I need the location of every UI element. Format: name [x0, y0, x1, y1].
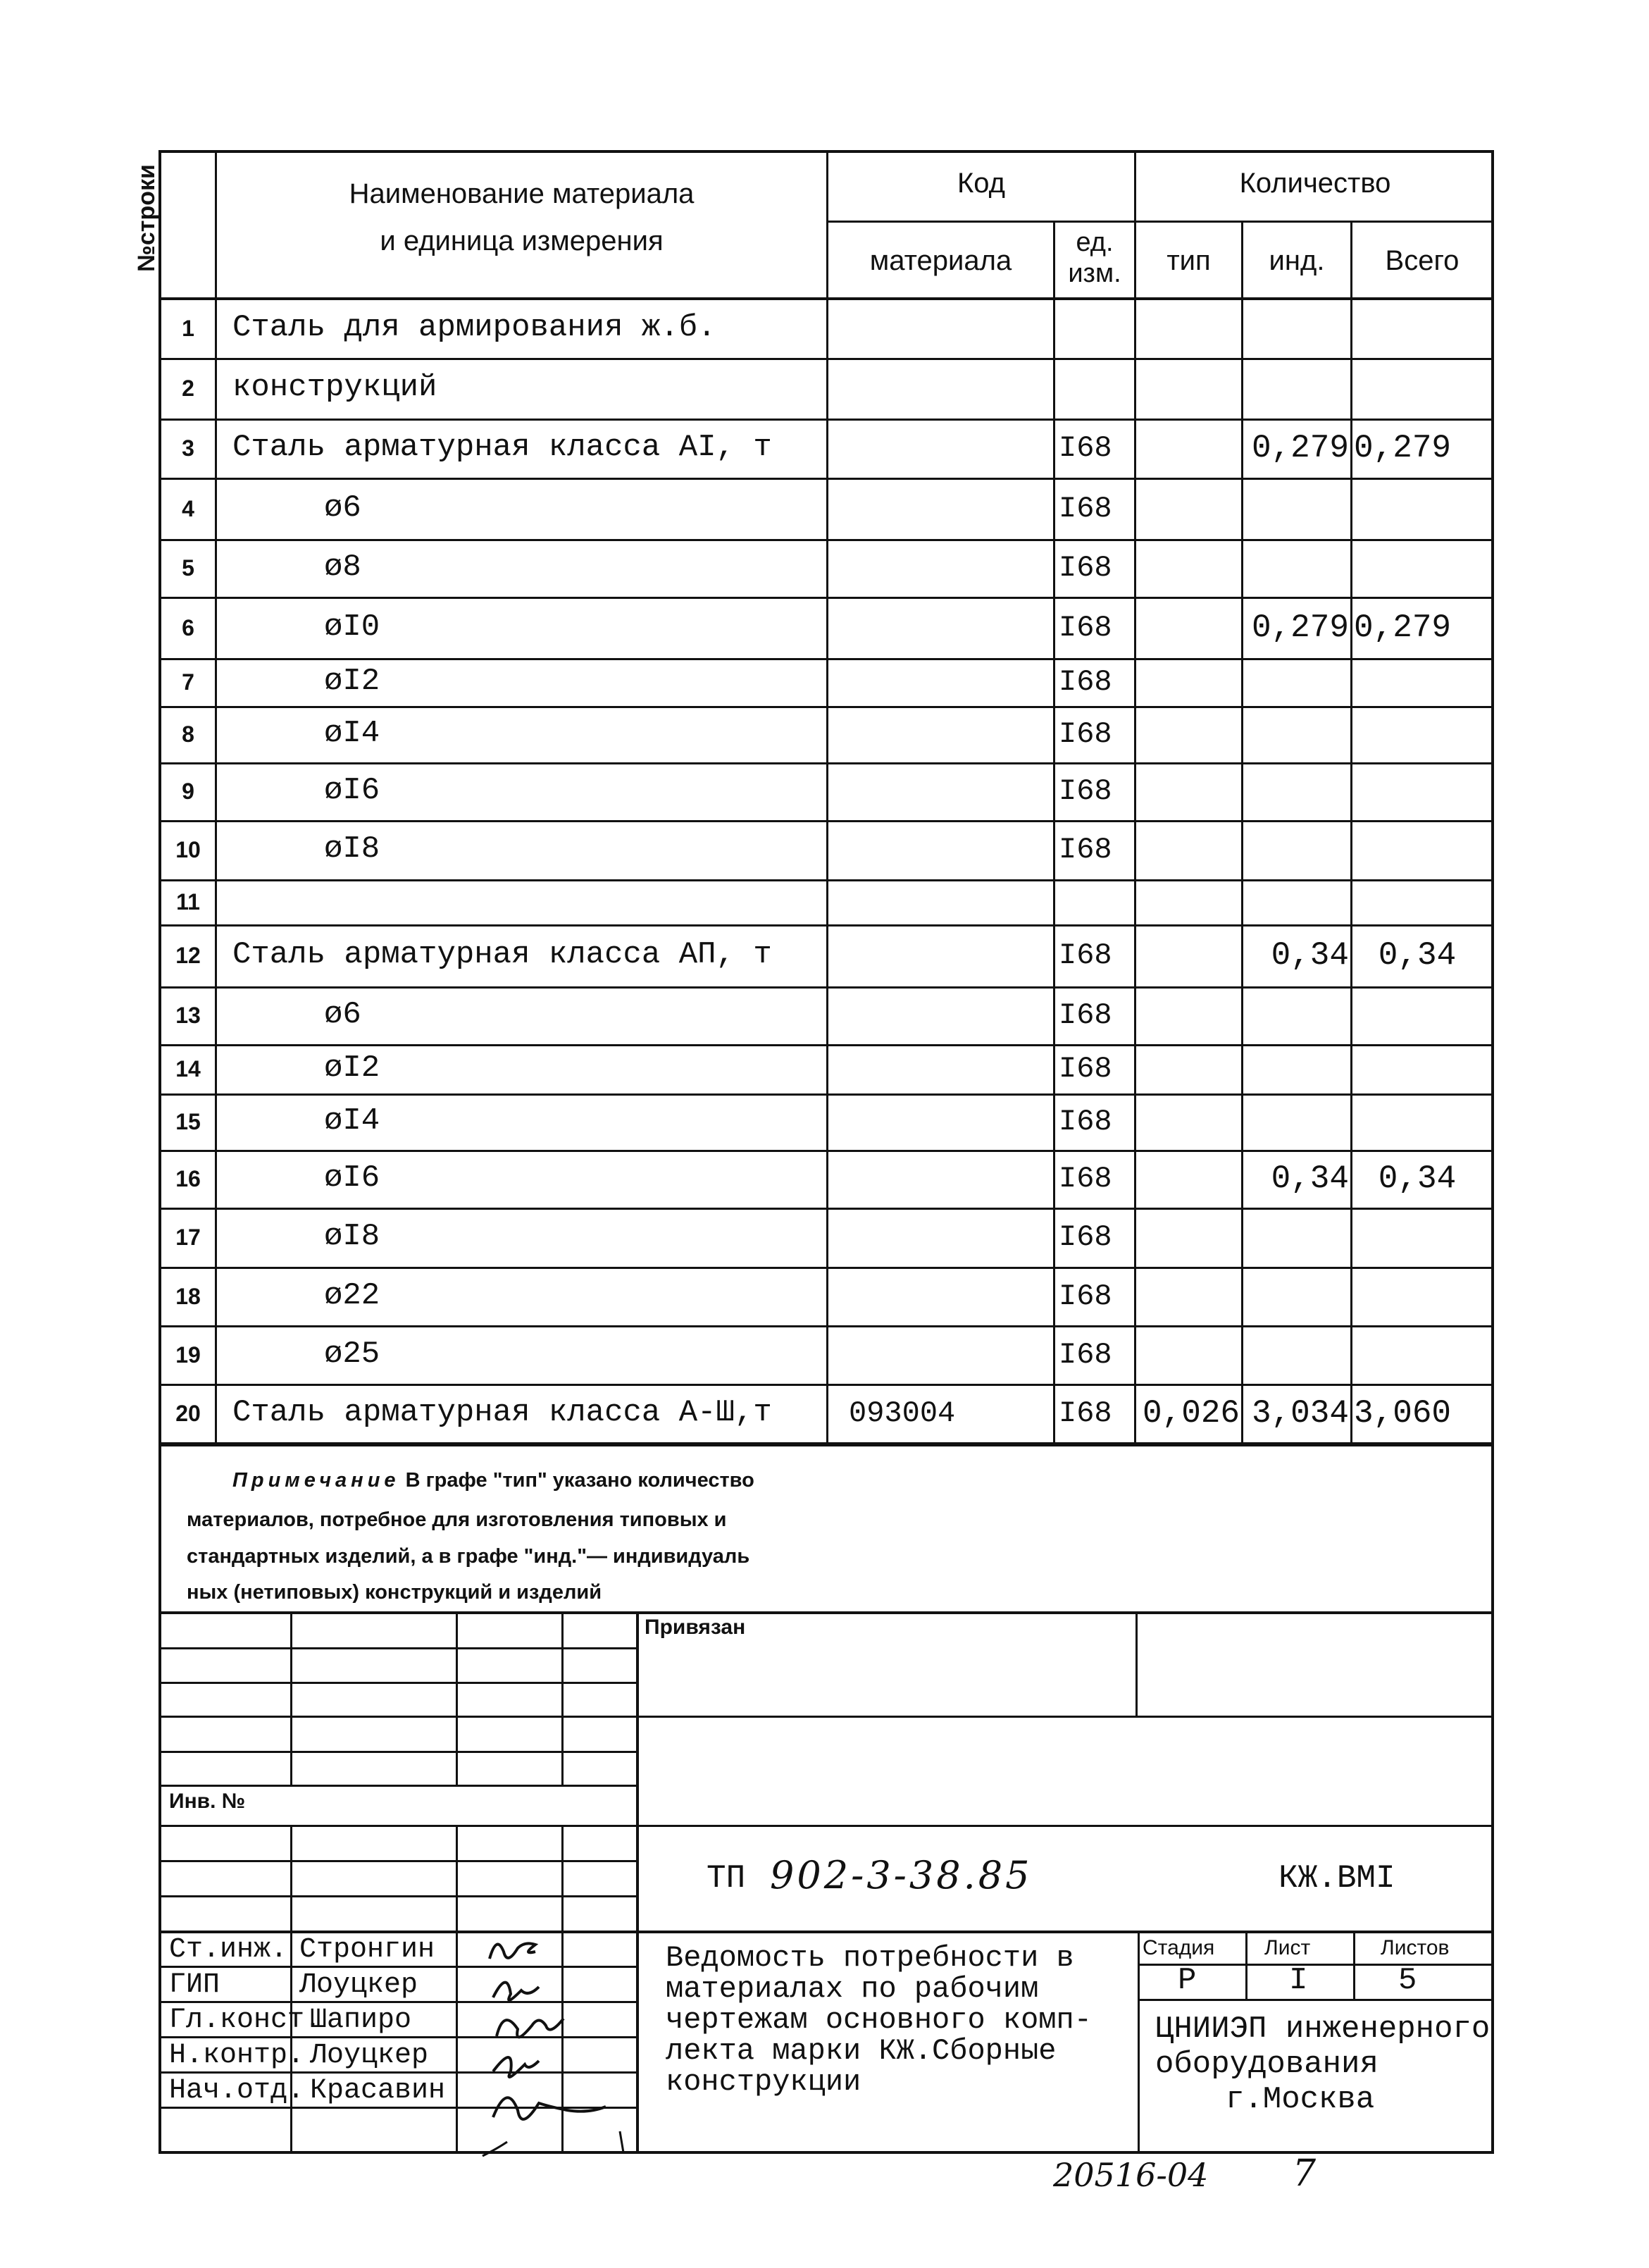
name-header-line1: Наименование материала — [349, 178, 695, 209]
signer-name: Лоуцкер — [299, 1969, 418, 2001]
material-name: øI6 — [324, 1160, 380, 1196]
qty-total: 0,279 — [1354, 609, 1452, 646]
row-number: 3 — [182, 435, 194, 461]
row-divider — [158, 1384, 1494, 1386]
org-line1: ЦНИИЭП инженерного — [1155, 2012, 1491, 2047]
document-title-line: лекта марки КЖ.Сборные — [666, 2034, 1057, 2068]
document-title-line: конструкции — [666, 2065, 861, 2099]
page-number: 7 — [1293, 2152, 1317, 2195]
row-divider — [158, 1442, 1494, 1444]
note-line2: материалов, потребное для изготовления типовых и — [187, 1508, 727, 1531]
material-name: ø22 — [324, 1277, 380, 1313]
qty-total: 0,34 — [1378, 1160, 1457, 1197]
unit-code: I68 — [1059, 998, 1112, 1032]
material-name: øI8 — [324, 1219, 380, 1254]
row-number: 6 — [182, 614, 194, 640]
stage-value: Р — [1178, 1963, 1197, 1998]
unit-code: I68 — [1059, 431, 1112, 465]
material-name: ø6 — [324, 997, 361, 1032]
signer-name: Красавин — [310, 2075, 446, 2107]
row-divider — [158, 1208, 1494, 1210]
material-name: øI2 — [324, 664, 380, 699]
code-unit-header: ед. изм. — [1068, 228, 1121, 288]
row-divider — [158, 1325, 1494, 1327]
privyazan-label: Привязан — [645, 1616, 746, 1639]
row-number: 15 — [175, 1109, 201, 1134]
qty-total-header: Всего — [1385, 245, 1460, 276]
row-number: 1 — [182, 316, 194, 341]
sheet-value: I — [1289, 1963, 1308, 1998]
material-name: øI4 — [324, 716, 380, 751]
signer-role: Ст.инж. — [169, 1934, 288, 1966]
row-number: 14 — [175, 1056, 201, 1082]
material-name: ø25 — [324, 1336, 380, 1372]
handwritten-signatures — [451, 1931, 634, 2163]
doc-prefix: ТП — [707, 1860, 746, 1897]
archive-number: 20516-04 — [1053, 2156, 1209, 2194]
signer-name: Стронгин — [299, 1934, 435, 1966]
row-number: 18 — [175, 1283, 201, 1309]
note-label: Примечание — [232, 1469, 400, 1492]
qty-ind: 3,034 — [1251, 1394, 1349, 1432]
row-divider — [158, 1150, 1494, 1152]
row-number: 10 — [175, 837, 201, 862]
qty-type: 0,026 — [1143, 1394, 1240, 1432]
material-name: øI2 — [324, 1051, 380, 1086]
row-number: 12 — [175, 943, 201, 968]
material-name: Сталь арматурная класса AI, т — [232, 430, 772, 465]
unit-code: I68 — [1059, 1105, 1112, 1139]
sheets-label: Листов — [1381, 1936, 1450, 1959]
material-name: Сталь для армирования ж.б. — [232, 310, 716, 345]
qty-ind: 0,279 — [1251, 609, 1349, 646]
org-line3: г.Москва — [1226, 2082, 1375, 2117]
unit-code: I68 — [1059, 1279, 1112, 1313]
unit-code: I68 — [1059, 1162, 1112, 1196]
note-line1: В графе "тип" указано количество — [399, 1469, 754, 1492]
unit-code: I68 — [1059, 665, 1112, 699]
signer-name: Шапиро — [310, 2004, 412, 2036]
unit-code: I68 — [1059, 774, 1112, 808]
row-number-header: №строки — [133, 164, 160, 272]
unit-code: I68 — [1059, 1396, 1112, 1430]
material-name: øI4 — [324, 1103, 380, 1139]
signer-role: ГИП — [169, 1969, 220, 2001]
qty-total: 3,060 — [1354, 1394, 1452, 1432]
qty-total: 0,279 — [1354, 430, 1452, 466]
sheets-value: 5 — [1398, 1963, 1417, 1998]
row-number: 9 — [182, 779, 194, 804]
document-title-line: чертежам основного комп- — [666, 2003, 1092, 2037]
row-divider — [158, 419, 1494, 421]
unit-code: I68 — [1059, 717, 1112, 751]
row-number: 7 — [182, 669, 194, 695]
material-name: конструкций — [232, 370, 437, 405]
material-name: Сталь арматурная класса AП, т — [232, 937, 772, 972]
material-code: 093004 — [849, 1396, 956, 1430]
row-divider — [158, 924, 1494, 927]
row-divider — [158, 706, 1494, 708]
qty-ind: 0,279 — [1251, 430, 1349, 466]
inv-no-label: Инв. № — [169, 1790, 246, 1813]
signer-role: Гл.конст. — [169, 2004, 322, 2036]
document-title-line: Ведомость потребности в — [666, 1941, 1074, 1975]
row-divider — [158, 358, 1494, 360]
qty-type-header: тип — [1166, 245, 1211, 276]
qty-ind-header: инд. — [1269, 245, 1325, 276]
note-line4: ных (нетиповых) конструкций и изделий — [187, 1581, 602, 1604]
code-header: Код — [957, 168, 1005, 199]
row-number: 4 — [182, 495, 194, 521]
note-line3: стандартных изделий, а в графе "инд."— индивидуаль — [187, 1545, 750, 1568]
signer-name: Лоуцкер — [310, 2040, 429, 2071]
row-divider — [158, 597, 1494, 599]
sheet-label: Лист — [1264, 1936, 1311, 1959]
unit-code: I68 — [1059, 1052, 1112, 1086]
signer-role: Нач.отд. — [169, 2075, 305, 2107]
org-line2: оборудования — [1155, 2047, 1379, 2082]
row-number: 13 — [175, 1003, 201, 1028]
document-title-line: материалах по рабочим — [666, 1972, 1039, 2006]
code-material-header: материала — [869, 245, 1012, 276]
qty-ind: 0,34 — [1271, 937, 1349, 974]
material-name: øI8 — [324, 831, 380, 867]
unit-code: I68 — [1059, 833, 1112, 867]
material-name: Сталь арматурная класса А-Ш,т — [232, 1394, 772, 1430]
row-divider — [158, 986, 1494, 989]
row-divider — [158, 762, 1494, 764]
unit-code: I68 — [1059, 938, 1112, 972]
signer-role: Н.контр. — [169, 2040, 305, 2071]
name-header-line2: и единица измерения — [380, 225, 664, 256]
row-divider — [158, 1267, 1494, 1269]
row-number: 20 — [175, 1400, 201, 1426]
row-number: 17 — [175, 1225, 201, 1250]
stage-label: Стадия — [1143, 1936, 1215, 1959]
qty-total: 0,34 — [1378, 937, 1457, 974]
row-divider — [158, 820, 1494, 822]
row-divider — [158, 879, 1494, 881]
row-divider — [158, 1093, 1494, 1096]
material-name: øI0 — [324, 609, 380, 645]
unit-code: I68 — [1059, 610, 1112, 645]
unit-code: I68 — [1059, 551, 1112, 585]
material-name: øI6 — [324, 773, 380, 808]
material-name: ø8 — [324, 550, 361, 585]
row-number: 8 — [182, 721, 194, 747]
quantity-header: Количество — [1239, 168, 1391, 199]
doc-number: 902-3-38.85 — [770, 1853, 1033, 1897]
row-number: 16 — [175, 1166, 201, 1191]
material-name: ø6 — [324, 490, 361, 526]
row-divider — [158, 1044, 1494, 1046]
row-divider — [158, 658, 1494, 660]
row-number: 11 — [176, 889, 200, 915]
unit-code: I68 — [1059, 1220, 1112, 1254]
row-number: 2 — [182, 376, 194, 401]
row-number: 5 — [182, 555, 194, 581]
doc-mark: КЖ.ВМI — [1278, 1860, 1395, 1897]
qty-ind: 0,34 — [1271, 1160, 1349, 1197]
row-divider — [158, 478, 1494, 480]
row-number: 19 — [175, 1341, 201, 1368]
row-divider — [158, 539, 1494, 541]
unit-code: I68 — [1059, 1337, 1112, 1372]
unit-code: I68 — [1059, 491, 1112, 526]
